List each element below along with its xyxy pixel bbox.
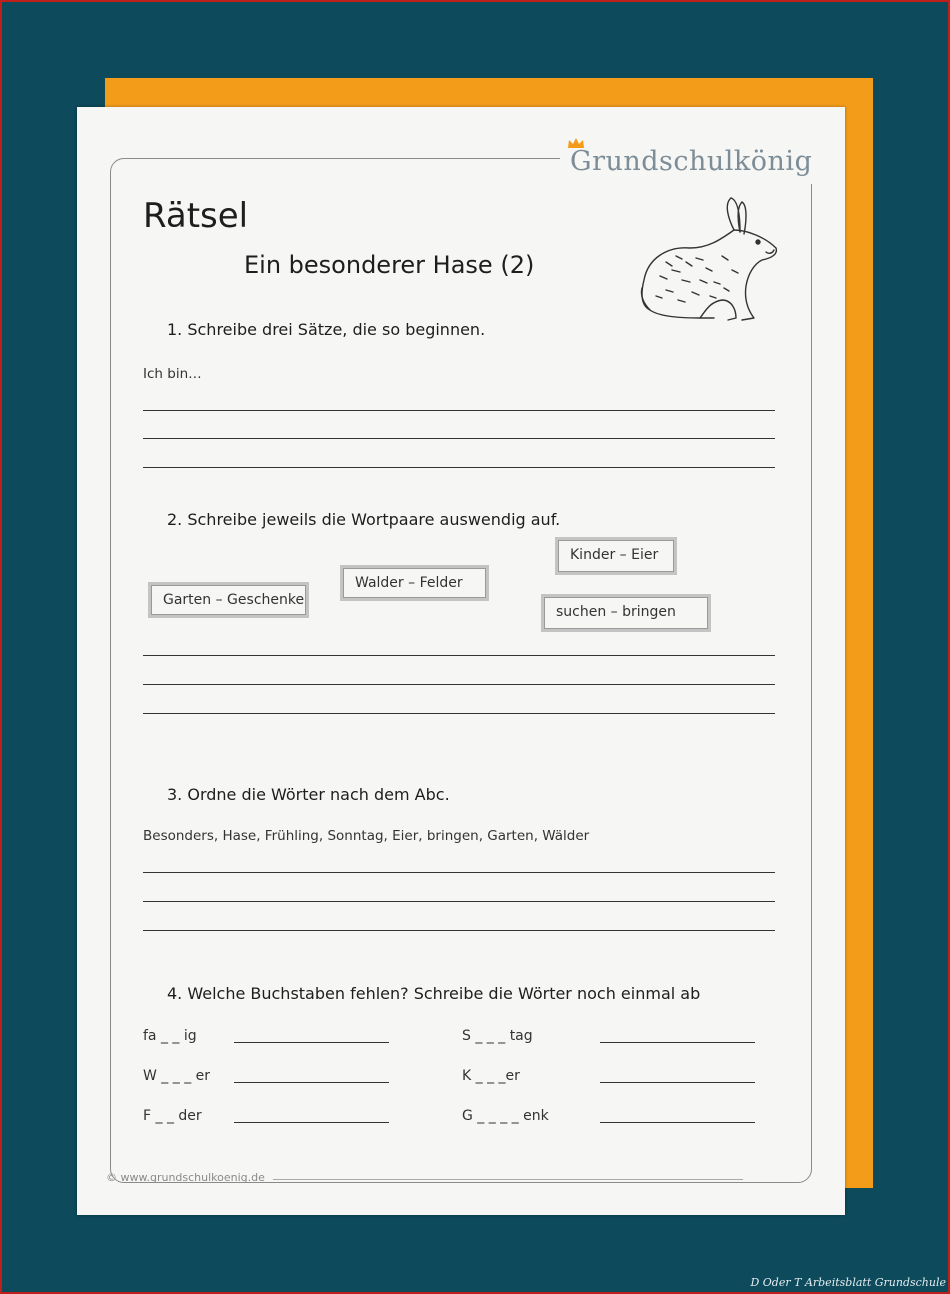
gap-word: S _ _ _ tag xyxy=(462,1028,533,1044)
writing-line xyxy=(143,713,775,714)
task-4-heading: 4. Welche Buchstaben fehlen? Schreibe die Wörter noch einmal ab xyxy=(167,984,701,1003)
answer-line xyxy=(600,1082,755,1083)
task-1-prompt: Ich bin… xyxy=(143,366,202,382)
task-1-heading: 1. Schreibe drei Sätze, die so beginnen. xyxy=(167,320,486,339)
gap-word: fa _ _ ig xyxy=(143,1028,197,1044)
writing-line xyxy=(143,438,775,439)
answer-line xyxy=(234,1082,389,1083)
task-3-heading: 3. Ordne die Wörter nach dem Abc. xyxy=(167,785,450,804)
writing-line xyxy=(143,467,775,468)
writing-line xyxy=(143,872,775,873)
answer-line xyxy=(234,1122,389,1123)
word-pair-box: Walder – Felder xyxy=(340,565,489,601)
writing-line xyxy=(143,930,775,931)
writing-line xyxy=(143,655,775,656)
rabbit-illustration xyxy=(636,196,781,324)
footer-copyright: © www.grundschulkoenig.de xyxy=(106,1171,265,1184)
worksheet-subtitle: Ein besonderer Hase (2) xyxy=(244,251,535,279)
answer-line xyxy=(600,1042,755,1043)
image-caption: D Oder T Arbeitsblatt Grundschule xyxy=(750,1276,946,1289)
worksheet-title: Rätsel xyxy=(143,196,249,236)
answer-line xyxy=(600,1122,755,1123)
gap-word: F _ _ der xyxy=(143,1108,202,1124)
logo-text: Grundschulkönig xyxy=(570,146,813,177)
footer-divider xyxy=(273,1179,743,1180)
task-2-heading: 2. Schreibe jeweils die Wortpaare auswendig auf. xyxy=(167,510,561,529)
writing-line xyxy=(143,901,775,902)
gap-word: K _ _ _er xyxy=(462,1068,520,1084)
answer-line xyxy=(234,1042,389,1043)
word-pair-box: suchen – bringen xyxy=(541,594,711,632)
writing-line xyxy=(143,410,775,411)
word-pair-box: Garten – Geschenke xyxy=(148,582,309,618)
task-3-word-list: Besonders, Hase, Frühling, Sonntag, Eier, bringen, Garten, Wälder xyxy=(143,828,590,844)
gap-word: G _ _ _ _ enk xyxy=(462,1108,549,1124)
gap-word: W _ _ _ er xyxy=(143,1068,211,1084)
word-pair-box: Kinder – Eier xyxy=(555,537,677,575)
writing-line xyxy=(143,684,775,685)
